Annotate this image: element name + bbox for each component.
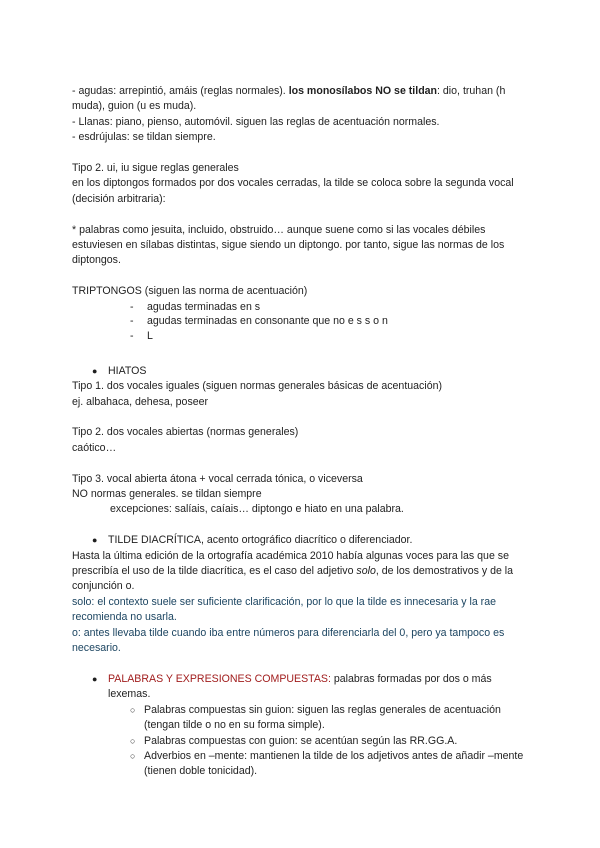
tipo2-note: * palabras como jesuita, incluido, obstruido… aunque suene como si las vocales débiles estuviesen en sílabas distintas, sigue siendo un diptongo. por tanto, sigue las normas de los diptongos. xyxy=(72,223,505,267)
tilde-heading: ● TILDE DIACRÍTICA, acento ortográfico diacrítico o diferenciador. xyxy=(72,533,532,548)
compuestas-heading: ● PALABRAS Y EXPRESIONES COMPUESTAS: palabras formadas por dos o más lexemas. xyxy=(92,672,492,701)
list-item: ○ Palabras compuestas con guion: se acentúan según las RR.GG.A. xyxy=(130,734,532,749)
esdrujulas-line: - esdrújulas: se tildan siempre. xyxy=(72,131,216,144)
monosilabos-bold: los monosílabos NO se tildan xyxy=(288,85,438,97)
list-item: ○ Palabras compuestas sin guion: siguen las reglas generales de acentuación (tengan tilde o no en su forma simple). xyxy=(130,703,501,732)
llanas-line: - Llanas: piano, pienso, automóvil. siguen las reglas de acentuación normales. xyxy=(72,115,440,128)
list-item: - agudas terminadas en consonante que no e s s o n xyxy=(130,315,388,328)
triptongos-list xyxy=(130,300,532,344)
hiatos-tipo2: Tipo 2. dos vocales abiertas (normas generales) xyxy=(72,426,299,439)
hiatos-tipo1-example: ej. albahaca, dehesa, poseer xyxy=(72,395,209,408)
tipo2-description: en los diptongos formados por dos vocales cerradas, la tilde se coloca sobre la segunda vocal (decisión arbitraria): xyxy=(72,177,514,205)
tilde-solo-note: solo: el contexto suele ser suficiente clarificación, por lo que la tilde es innecesaria y la rae recomienda no usarla. xyxy=(72,595,496,624)
agudas-line: - agudas: arrepintió, amáis (reglas normales). los monosílabos NO se tildan: dio, truhan (h muda), guion (u es muda). xyxy=(72,85,506,113)
hiatos-tipo2-example: caótico… xyxy=(72,441,117,454)
triptongos-title: TRIPTONGOS (siguen las norma de acentuación) xyxy=(72,285,308,298)
bullet-icon: ● xyxy=(92,535,98,546)
bullet-icon: ● xyxy=(92,365,98,376)
bullet-icon: ● xyxy=(92,673,98,684)
circle-bullet-icon: ○ xyxy=(130,750,136,761)
tipo2-title: Tipo 2. ui, iu sigue reglas generales xyxy=(72,162,239,175)
circle-bullet-icon: ○ xyxy=(130,704,136,715)
document-page xyxy=(72,84,532,780)
hiatos-tipo3-exceptions: excepciones: salíais, caíais… diptongo e hiato en una palabra. xyxy=(110,503,404,516)
tilde-o-note: o: antes llevaba tilde cuando iba entre números para diferenciarla del 0, pero ya tampoco es necesario. xyxy=(72,626,505,655)
compuestas-list xyxy=(130,703,532,780)
hiatos-tipo3: Tipo 3. vocal abierta átona + vocal cerrada tónica, o viceversa xyxy=(72,472,363,485)
circle-bullet-icon: ○ xyxy=(130,735,136,746)
hiatos-tipo1: Tipo 1. dos vocales iguales (siguen normas generales básicas de acentuación) xyxy=(72,380,443,393)
list-item: ○ Adverbios en –mente: mantienen la tilde de los adjetivos antes de añadir –mente (tienen doble tonicidad). xyxy=(130,749,524,778)
tilde-paragraph: Hasta la última edición de la ortografía académica 2010 había algunas voces para las que se prescribía el uso de la tilde diacrítica, es el caso del adjetivo solo, de los demostrativos y de la conjunción o. xyxy=(72,549,514,593)
list-item: - agudas terminadas en s xyxy=(130,300,261,313)
list-item: - L xyxy=(130,329,153,342)
hiatos-tipo3-rule: NO normas generales. se tildan siempre xyxy=(72,488,262,501)
hiatos-heading: ● HIATOS xyxy=(72,364,532,379)
